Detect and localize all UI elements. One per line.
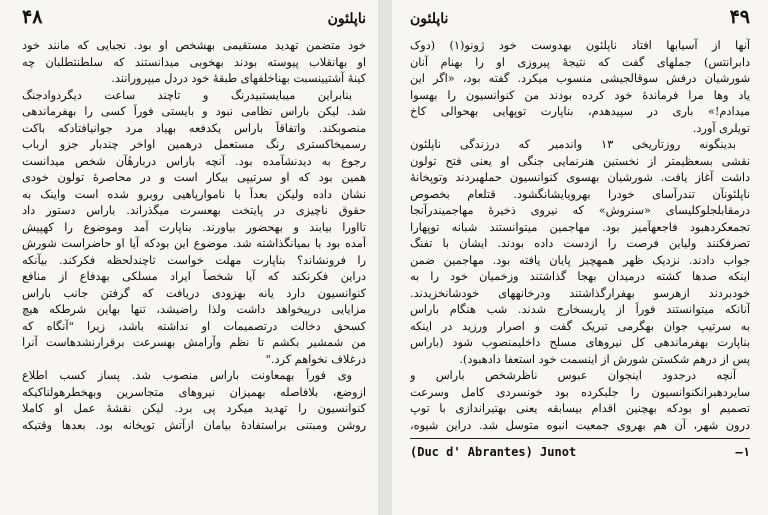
text-line: کینهٔ آشتیینسبت بهناخلفهای طبقهٔ خود دردل میپرورانند.: [111, 72, 366, 85]
left-page: [0, 0, 378, 515]
text-line: من شمشیر بکشم تا نظم وآرامش بهسرعت برقرارنشدهاست آنرا: [22, 336, 366, 349]
text-line: جواب دادند. نزدیک ظهر همهچیز پایان یافته بود. مهاجمین ضمن: [410, 253, 750, 267]
running-title: ناپلئون: [327, 11, 366, 27]
running-title: ناپلئون: [410, 11, 449, 27]
text-line: حقوق ناچیزی در پایتخت بهعسرت میگذراند. باراس دستور داد: [22, 204, 366, 217]
text-line: یاد وها مرا فرماندهٔ خود کرده بودند من کنوانسیون را بهسوا: [410, 88, 750, 102]
text-line: بدینگونه روزتاریخی ۱۳ واندمیر که درزندگی ناپلئون: [410, 138, 736, 151]
text-line: آنچه درجدود اینجوان عبوس ناظرشخص باراس و: [410, 369, 736, 382]
text-line: درون شهر، آن هم بهروی جمعیت انبوه متوسل شد. دراین شیوه،: [410, 418, 750, 432]
footnote-text: (Duc d' Abrantes) Junot: [410, 445, 577, 459]
text-line: اینکه صدها کشته درمیدان بهجا گذاشتند وزخمیان خود را به: [410, 270, 750, 283]
text-line: شد. لیکن باراس نظامی نبود و بایستی فوراً کسی را بهفرماندهی: [22, 105, 366, 118]
text-line: کسحق دخالت درتصمیمات او نداشته باشد، زیرا "آنگاه که: [22, 319, 366, 333]
text-line: خودبردند ازهرسو بهفرارگذاشتند ودرخانههای خودشانخزیدند.: [410, 286, 750, 300]
text-line: مزایایی درپیخواهد داشت ولذا راضیشد، تنها بهاین شرطکه هیچ: [22, 303, 366, 316]
text-line: درغلاف نخواهم کرد.": [265, 352, 366, 366]
left-page-header: [22, 6, 366, 32]
footnote: [410, 445, 750, 459]
text-line: آنانکه میتوانستند فوراً از پاریسخارج شدند. شب هنگام باراس: [410, 303, 750, 316]
text-line: بنابراین میبایستبیدرنگ و تاچند ساعت دیگردوادجنگ: [22, 88, 352, 102]
text-line: درمقابلجلوکلیسای «سنروش» که نیروی ذخیرهٔ مهاجمیندرآنجا: [410, 204, 750, 217]
text-line: تجمعکردهبود فاجعهآمیز بود. مهاجمین میتوانستند شبانه توپهارا: [410, 220, 750, 234]
text-line: را فرونشاند؟ بناپارت مهلت خواست تاچندلحظه فکرکند. بیآنکه: [22, 253, 366, 267]
text-line: همین بود که او سرتیپی بیکار است و در محاصرهٔ تولون خودی: [22, 171, 366, 184]
text-line: نقشی بسعظیمتر از نخستین هنرنمایی جنگی او یعنی فتح تولون: [410, 154, 750, 168]
text-line: رسمیخاکستری رنگ مستعمل درهمین اواخر چندبار جزو ارباب: [22, 138, 366, 151]
text-line: تصمیم او بودکه بهچنین اقدام بیسابقه یعنی بهتیراندازی با توپ: [410, 402, 750, 415]
book-gutter: [378, 0, 392, 515]
page-number: ۴۹: [729, 6, 750, 28]
text-line: کنوانسیون را تهدید میکرد پی برد. لیکن نقشهٔ عمل او کاملا: [22, 402, 366, 415]
text-line: پس از درهم شکستن شورش از اینسمت خود استعفا دادهبود).: [459, 352, 750, 366]
page-number: ۴۸: [22, 6, 43, 28]
right-page: [392, 0, 768, 515]
text-line: آنها از آسیابها افتاد ناپلئون بهدوست خود ژونو(۱) (دوک: [410, 39, 750, 52]
text-line: سایردهبرانکنوانسیون را جلبکرده بود خونسردی کامل وسرعت: [410, 385, 750, 399]
text-line: تویلری آورد.: [692, 121, 750, 135]
text-line: خود متضمن تهدید مستقیمی بهشخص او بود. نجبایی که مانند خود: [22, 39, 366, 52]
right-page-header: [410, 6, 750, 32]
text-line: دابرانتس) جملهای گفت که نتیجهٔ پیروزی او را بهنام آنان: [410, 55, 750, 69]
right-page-body: [410, 38, 750, 434]
text-line: او بهانقلاب پیوسته بودند بهخوبی میدانستند که سلطنتطلبان چه: [22, 55, 366, 69]
text-line: به سرتیپ جوان بهگرمی تبریک گفت و اصرار ورزید در اینکه: [410, 319, 750, 333]
text-line: وی فوراً بهمعاونت باراس منصوب شد. پساز کسب اطلاع: [22, 369, 352, 382]
text-line: آمده بود با بمیانگذاشته شد. موضوع این بودکه آیا او حاضراست شورش: [22, 237, 366, 250]
text-line: شورشیان درفش سوقالجیشی منسوب میکرد. گفته بود، «اگر این: [410, 72, 750, 85]
footnote-marker: —۱: [735, 445, 750, 459]
text-line: ازوضع، بلافاصله بهمیزان نیروهای متجاسرین وبهخطرهولناکیکه: [22, 385, 366, 399]
text-line: رجوع به دیدنشآمده بود. آنچه باراس دربارهٔآن شخص میدانست: [22, 154, 366, 168]
text-line: میدادم!» باری در سپیدهدم، بناپارت توپهایی بهحوالی کاخ: [410, 105, 750, 118]
text-line: داشت آغاز یافت. شورشیان بهسوی کنوانسیون حملهبردند وتوپخانهٔ: [410, 171, 750, 184]
text-line: روشن ومبتنی براستفادهٔ بیامان ازآتش توپخانه بود. بعدها وقتیکه: [22, 418, 366, 432]
text-line: نشان داده ولیکن بعداً با ناموارپاهیی روبرو شده است واینک به: [22, 187, 366, 201]
text-line: ناپلئونآن تندرآسای خودرا بهرویایشانگشود. قتلعام بخصوص: [410, 187, 750, 201]
text-line: کنوانسیون دارد یانه بهزودی دریافت که گرفتن جانب باراس: [22, 286, 366, 300]
text-line: تااورا بیابند و بهحضور بیاورند. بناپارت آمد وموضوع را کهپیش: [22, 220, 366, 234]
footnote-divider: [410, 438, 750, 439]
left-page-body: [22, 38, 366, 434]
text-line: بناپارت بهفرماندهی کل نیروهای مسلح داخلیمنصوب شود (باراس: [410, 336, 750, 349]
text-line: دراین فکرنکند که آیا شخصاً ایراد مسلکی بهدفاع از منافع: [22, 270, 366, 283]
text-line: تصرفکنند ولیاین فرصت را ازدست داده بودند. ایشان با تفنگ: [410, 237, 750, 250]
text-line: منصوبکند. واتفاقاً باراس یکدفعه بهیاد مرد جوانیافتادکه باکت: [22, 121, 366, 135]
